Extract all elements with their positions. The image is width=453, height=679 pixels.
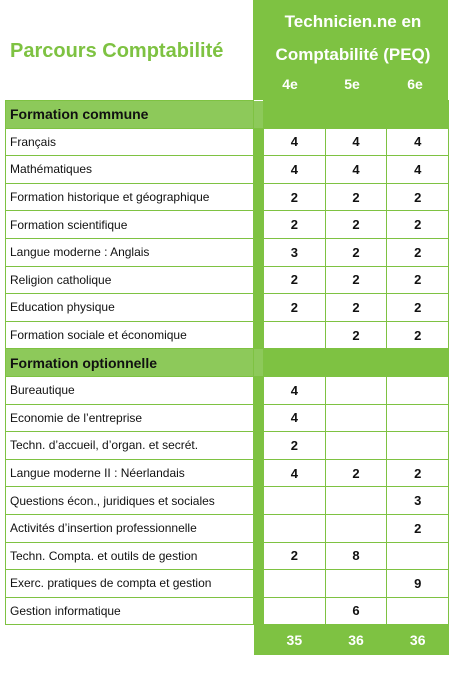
column-separator <box>254 404 264 432</box>
column-separator <box>254 625 264 655</box>
hours-cell <box>387 597 449 625</box>
hours-cell: 2 <box>387 211 449 239</box>
section-cell <box>264 101 326 129</box>
hours-cell: 2 <box>325 183 387 211</box>
hours-cell <box>387 404 449 432</box>
column-separator <box>254 542 264 570</box>
course-row <box>6 487 449 515</box>
column-separator <box>254 376 264 404</box>
total-cell: 36 <box>325 625 387 655</box>
course-label: Bureautique <box>6 376 254 404</box>
course-row <box>6 156 449 184</box>
course-row <box>6 514 449 542</box>
hours-cell: 3 <box>264 238 326 266</box>
hours-cell <box>264 321 326 349</box>
hours-cell <box>387 432 449 460</box>
section-row <box>6 101 449 129</box>
hours-cell: 3 <box>387 487 449 515</box>
course-label: Exerc. pratiques de compta et gestion <box>6 570 254 598</box>
course-row <box>6 542 449 570</box>
column-separator <box>254 597 264 625</box>
program-title-line1: Technicien.ne en <box>284 12 422 31</box>
course-row <box>6 294 449 322</box>
year-header-5e: 5e <box>344 76 360 92</box>
course-label: Activités d’insertion professionnelle <box>6 514 254 542</box>
hours-cell: 2 <box>264 183 326 211</box>
totals-row <box>6 625 449 655</box>
course-label: Questions écon., juridiques et sociales <box>6 487 254 515</box>
hours-cell <box>325 404 387 432</box>
course-label: Techn. d’accueil, d’organ. et secrét. <box>6 432 254 460</box>
program-title-line2: Comptabilité (PEQ) <box>275 45 431 64</box>
course-label: Religion catholique <box>6 266 254 294</box>
hours-cell: 2 <box>325 321 387 349</box>
column-separator <box>254 294 264 322</box>
hours-cell <box>264 597 326 625</box>
course-row <box>6 266 449 294</box>
course-label: Français <box>6 128 254 156</box>
section-row <box>6 349 449 377</box>
column-separator <box>254 128 264 156</box>
total-cell: 36 <box>387 625 449 655</box>
hours-cell: 4 <box>387 156 449 184</box>
hours-cell: 2 <box>387 514 449 542</box>
course-row <box>6 128 449 156</box>
hours-cell: 2 <box>325 238 387 266</box>
course-label: Langue moderne II : Néerlandais <box>6 459 254 487</box>
section-cell <box>325 349 387 377</box>
hours-cell: 2 <box>387 183 449 211</box>
hours-cell: 2 <box>264 266 326 294</box>
hours-cell: 2 <box>264 432 326 460</box>
hours-cell: 2 <box>325 211 387 239</box>
hours-cell: 2 <box>264 294 326 322</box>
hours-cell <box>387 542 449 570</box>
course-row <box>6 432 449 460</box>
column-separator <box>254 211 264 239</box>
column-separator <box>254 487 264 515</box>
course-label: Education physique <box>6 294 254 322</box>
hours-cell: 8 <box>325 542 387 570</box>
hours-cell <box>264 570 326 598</box>
course-label: Economie de l’entreprise <box>6 404 254 432</box>
column-separator <box>254 459 264 487</box>
hours-cell: 2 <box>387 238 449 266</box>
hours-cell: 4 <box>264 156 326 184</box>
hours-cell: 6 <box>325 597 387 625</box>
section-cell <box>387 101 449 129</box>
year-header-4e: 4e <box>282 76 298 92</box>
course-row <box>6 404 449 432</box>
hours-cell: 2 <box>325 266 387 294</box>
course-row <box>6 570 449 598</box>
course-row <box>6 459 449 487</box>
column-separator <box>254 349 264 377</box>
column-separator <box>254 570 264 598</box>
course-row <box>6 597 449 625</box>
year-header-6e: 6e <box>407 76 423 92</box>
hours-cell: 4 <box>264 376 326 404</box>
hours-cell: 2 <box>264 542 326 570</box>
hours-cell: 2 <box>387 294 449 322</box>
hours-cell: 4 <box>325 128 387 156</box>
totals-blank <box>6 625 254 655</box>
course-row <box>6 376 449 404</box>
page-title: Parcours Comptabilité <box>10 40 224 62</box>
column-separator <box>254 321 264 349</box>
section-cell <box>264 349 326 377</box>
course-row <box>6 183 449 211</box>
course-row <box>6 238 449 266</box>
hours-cell <box>325 514 387 542</box>
course-row <box>6 321 449 349</box>
course-label: Techn. Compta. et outils de gestion <box>6 542 254 570</box>
hours-cell: 4 <box>264 128 326 156</box>
column-separator <box>254 156 264 184</box>
hours-cell: 4 <box>325 156 387 184</box>
course-label: Formation historique et géographique <box>6 183 254 211</box>
hours-cell <box>264 514 326 542</box>
total-cell: 35 <box>264 625 326 655</box>
hours-cell <box>325 487 387 515</box>
hours-cell <box>325 432 387 460</box>
hours-cell: 2 <box>325 459 387 487</box>
course-label: Langue moderne : Anglais <box>6 238 254 266</box>
course-row <box>6 211 449 239</box>
section-title: Formation optionnelle <box>6 349 254 377</box>
hours-cell: 4 <box>387 128 449 156</box>
hours-cell: 4 <box>264 459 326 487</box>
hours-cell: 2 <box>387 459 449 487</box>
column-separator <box>254 266 264 294</box>
course-label: Gestion informatique <box>6 597 254 625</box>
column-separator <box>254 101 264 129</box>
column-separator <box>254 432 264 460</box>
program-header <box>258 0 448 100</box>
section-cell <box>387 349 449 377</box>
column-separator <box>254 238 264 266</box>
course-label: Mathématiques <box>6 156 254 184</box>
course-label: Formation sociale et économique <box>6 321 254 349</box>
hours-cell: 2 <box>387 266 449 294</box>
hours-cell: 9 <box>387 570 449 598</box>
hours-cell <box>325 376 387 404</box>
hours-cell <box>264 487 326 515</box>
column-separator <box>254 183 264 211</box>
section-title: Formation commune <box>6 101 254 129</box>
course-table <box>5 100 449 655</box>
hours-cell: 2 <box>264 211 326 239</box>
column-separator <box>254 514 264 542</box>
course-label: Formation scientifique <box>6 211 254 239</box>
hours-cell: 4 <box>264 404 326 432</box>
section-cell <box>325 101 387 129</box>
hours-cell: 2 <box>325 294 387 322</box>
hours-cell <box>325 570 387 598</box>
hours-cell <box>387 376 449 404</box>
hours-cell: 2 <box>387 321 449 349</box>
